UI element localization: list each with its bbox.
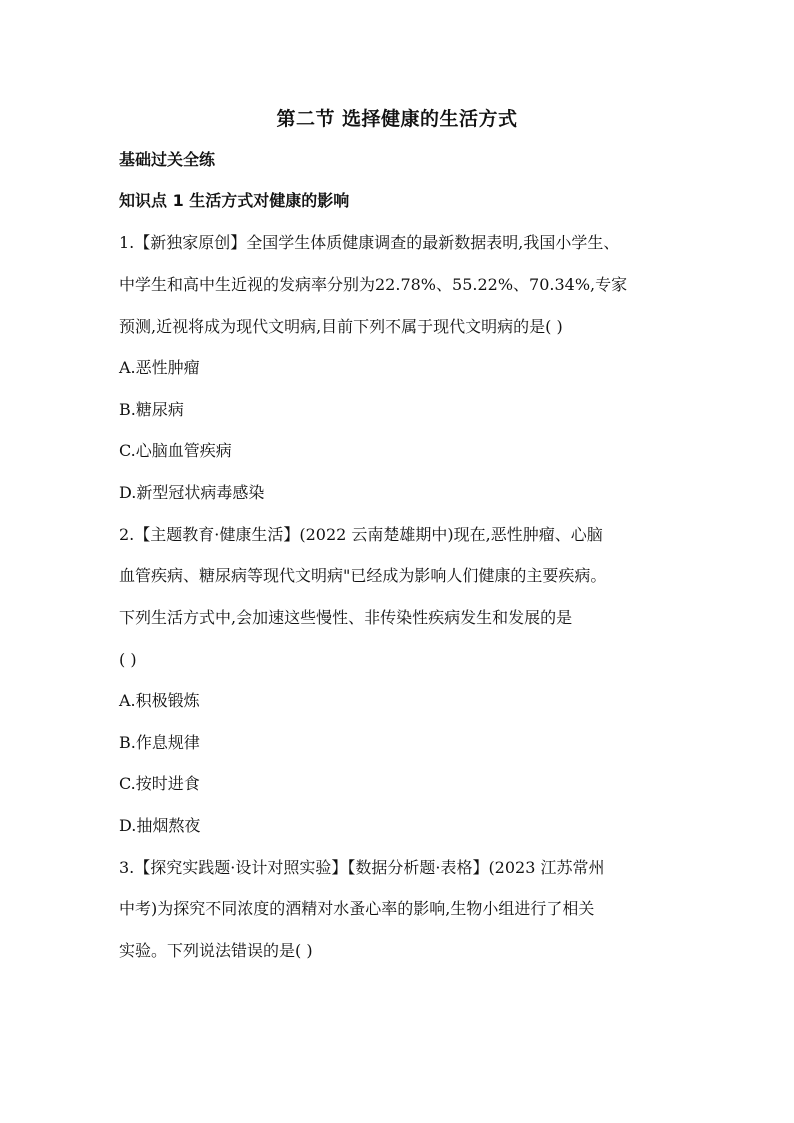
q1-line-3: 预测,近视将成为现代文明病,目前下列不属于现代文明病的是( ) — [119, 317, 563, 336]
knowledge-point-heading: 知识点 1 生活方式对健康的影响 — [119, 191, 350, 210]
q2-option-b: B.作息规律 — [119, 733, 200, 752]
q1-option-d: D.新型冠状病毒感染 — [119, 483, 265, 502]
page-title: 第二节 选择健康的生活方式 — [276, 108, 518, 130]
q2-line-4: ( ) — [119, 650, 137, 669]
q2-option-a: A.积极锻炼 — [119, 691, 200, 710]
q3-line-2: 中考)为探究不同浓度的酒精对水蚤心率的影响,生物小组进行了相关 — [119, 899, 595, 918]
q3-line-3: 实验。下列说法错误的是( ) — [119, 941, 313, 960]
q1-line-2: 中学生和高中生近视的发病率分别为22.78%、55.22%、70.34%,专家 — [119, 275, 628, 294]
q2-option-c: C.按时进食 — [119, 774, 200, 793]
section-heading: 基础过关全练 — [119, 150, 216, 169]
q2-line-3: 下列生活方式中,会加速这些慢性、非传染性疾病发生和发展的是 — [119, 608, 573, 627]
q1-line-1: 1.【新独家原创】全国学生体质健康调查的最新数据表明,我国小学生、 — [119, 233, 620, 252]
q2-line-2: 血管疾病、糖尿病等现代文明病"已经成为影响人们健康的主要疾病。 — [119, 566, 607, 585]
q1-option-c: C.心脑血管疾病 — [119, 441, 232, 460]
q1-option-a: A.恶性肿瘤 — [119, 358, 200, 377]
q3-line-1: 3.【探究实践题·设计对照实验】【数据分析题·表格】(2023 江苏常州 — [119, 858, 605, 877]
q2-option-d: D.抽烟熬夜 — [119, 816, 201, 835]
q2-line-1: 2.【主题教育·健康生活】(2022 云南楚雄期中)现在,恶性肿瘤、心脑 — [119, 525, 603, 544]
q1-option-b: B.糖尿病 — [119, 400, 184, 419]
